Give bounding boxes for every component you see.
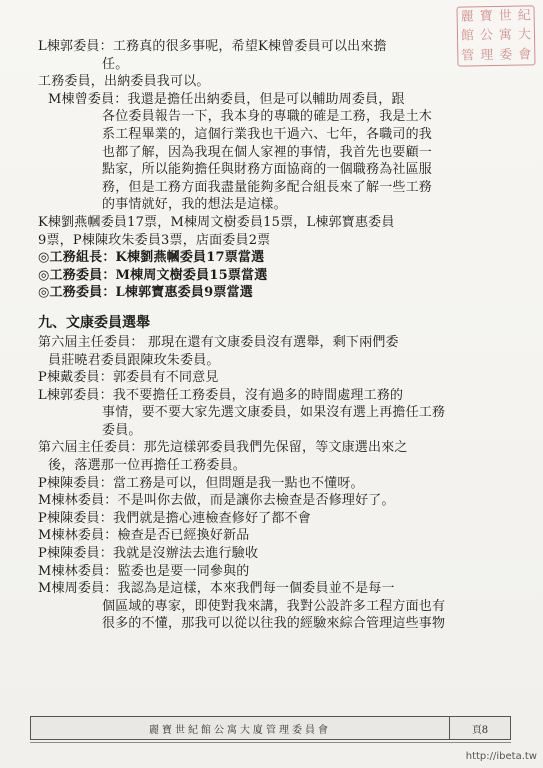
- seal-char: 麗: [460, 9, 474, 25]
- text-line: 各位委員報告一下，我本身的專職的確是工務，我是土木: [102, 109, 433, 125]
- footer-title: 麗寶世紀館公寓大廈管理委員會: [149, 724, 331, 736]
- seal-char: 委: [499, 47, 513, 63]
- text-line: P棟陳委員：當工務是可以，但問題是我一點也不懂呀。: [38, 475, 364, 491]
- text-line: ◎工務組長：K棟劉燕幗委員17票當選: [38, 250, 265, 266]
- text-line: 的事情就好，我的想法是這樣。: [102, 197, 287, 213]
- seal-char: 寓: [498, 28, 513, 44]
- text-line: L棟郭委員：工務真的很多事呢，希望K棟曾委員可以出來擔: [38, 39, 387, 54]
- seal-char: 管: [461, 48, 475, 64]
- minutes-body: [38, 38, 508, 633]
- seal-char: 公: [479, 28, 494, 44]
- site-watermark: http://ibeta.tw: [465, 751, 537, 762]
- text-line: P棟戴委員：郭委員有不同意見: [38, 370, 219, 386]
- seal-char: 館: [460, 28, 475, 45]
- text-line: M棟林委員：檢查是否已經換好新品: [38, 528, 250, 544]
- text-line: 系工程畢業的，這個行業我也干過六、七年，各職司的我: [102, 126, 433, 142]
- text-line: 事情，要不要大家先選文康委員，如果沒有選上再擔任工務: [102, 405, 446, 421]
- text-line: 工務委員，出納委員我可以。: [38, 74, 210, 90]
- seal-char: 會: [518, 47, 532, 63]
- text-line: 務，但是工務方面我盡量能夠多配合組長來了解一些工務: [102, 179, 433, 195]
- footer-rule: [30, 742, 511, 743]
- text-line: 也都了解，因為我現在個人家裡的事情，我首先也要顧一: [102, 144, 433, 160]
- seal-char: 理: [480, 47, 494, 64]
- text-line: 後，落選那一位再擔任工務委員。: [48, 458, 247, 474]
- text-line: ◎工務委員：M棟周文樹委員15票當選: [38, 267, 268, 283]
- text-line: 第六屆主任委員：那先這樣郭委員我們先保留，等文康選出來之: [38, 440, 408, 456]
- page-number: 頁8: [449, 717, 510, 739]
- text-line: P棟陳委員：我就是沒辦法去進行驗收: [38, 546, 259, 562]
- section-heading: 九、文康委員選舉: [38, 314, 150, 331]
- text-line: 個區域的專家，即使對我來講，我對公設許多工程方面也有: [102, 598, 446, 614]
- page-footer: [30, 716, 511, 740]
- text-line: K棟劉燕幗委員17票，M棟周文樹委員15票，L棟郭寶惠委員: [38, 214, 395, 230]
- text-line: 員莊曉君委員跟陳玫朱委員。: [48, 352, 220, 368]
- text-line: 委員。: [102, 422, 142, 438]
- seal-char: 世: [498, 8, 512, 25]
- text-line: 第六屆主任委員： 那現在還有文康委員沒有選舉，剩下兩們委: [38, 334, 399, 350]
- text-line: M棟周委員：我認為是這樣，本來我們每一個委員並不是每一: [38, 581, 395, 597]
- text-line: 9票，P棟陳玫朱委員3票，店面委員2票: [38, 232, 271, 248]
- text-line: ◎工務委員：L棟郭寶惠委員9票當選: [38, 285, 253, 301]
- text-line: M棟林委員：不是叫你去做，而是讓你去檢查是否修理好了。: [38, 493, 395, 509]
- seal-char: 寶: [479, 9, 493, 25]
- text-line: M棟林委員：監委也是要一同參與的: [38, 563, 250, 579]
- seal-char: 紀: [517, 8, 531, 24]
- text-line: 很多的不懂，那我可以從以往我的經驗來綜合管理這些事物: [102, 616, 446, 632]
- text-line: L棟郭委員：我不要擔任工務委員，沒有過多的時間處理工務的: [38, 387, 404, 403]
- text-line: 點家，所以能夠擔任與財務方面協商的一個職務為社區服: [102, 162, 433, 178]
- text-line: 任。: [102, 56, 129, 72]
- text-line: M棟曾委員：我還是擔任出納委員，但是可以輔助周委員，跟: [48, 91, 405, 107]
- text-line: P棟陳委員：我們就是擔心連檢查修好了都不會: [38, 510, 311, 526]
- seal-char: 大: [517, 27, 532, 44]
